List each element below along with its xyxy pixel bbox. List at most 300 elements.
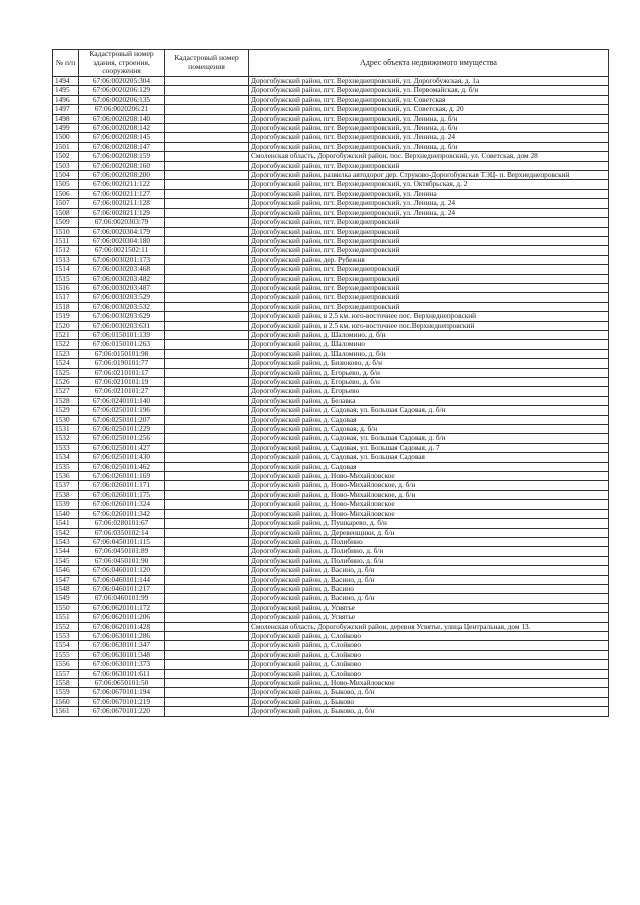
row-number: 1515 <box>53 274 79 283</box>
building-cadastral-number: 67:06:0260101:324 <box>79 500 165 509</box>
property-address: Дорогобужский район, д. Садовая <box>249 415 609 424</box>
row-number: 1535 <box>53 462 79 471</box>
row-number: 1549 <box>53 594 79 603</box>
building-cadastral-number: 67:06:0020208:160 <box>79 161 165 170</box>
property-address: Дорогобужский район, д. Шаломино, д. б/н <box>249 349 609 358</box>
building-cadastral-number: 67:06:0670101:194 <box>79 688 165 697</box>
room-cadastral-number <box>165 462 249 471</box>
row-number: 1531 <box>53 425 79 434</box>
row-number: 1513 <box>53 255 79 264</box>
table-row <box>53 669 609 678</box>
room-cadastral-number <box>165 669 249 678</box>
building-cadastral-number: 67:06:0020206:129 <box>79 86 165 95</box>
table-row <box>53 189 609 198</box>
room-cadastral-number <box>165 547 249 556</box>
room-cadastral-number <box>165 255 249 264</box>
row-number: 1523 <box>53 349 79 358</box>
room-cadastral-number <box>165 312 249 321</box>
table-row <box>53 133 609 142</box>
building-cadastral-number: 67:06:0350102:14 <box>79 528 165 537</box>
table-row <box>53 293 609 302</box>
building-cadastral-number: 67:06:0020208:142 <box>79 124 165 133</box>
room-cadastral-number <box>165 566 249 575</box>
room-cadastral-number <box>165 594 249 603</box>
property-address: Дорогобужский район, д. Ново-Михайловское <box>249 509 609 518</box>
property-register-table <box>52 49 609 717</box>
table-row <box>53 500 609 509</box>
property-address: Дорогобужский район, д. Садовая, ул. Большая Садовая, д. б/н <box>249 406 609 415</box>
table-row <box>53 321 609 330</box>
building-cadastral-number: 67:06:0020211:128 <box>79 199 165 208</box>
table-row <box>53 152 609 161</box>
property-address: Дорогобужский район, д. Усвятье <box>249 603 609 612</box>
property-address: Дорогобужский район, пгт. Верхнеднепровский <box>249 246 609 255</box>
property-address: Дорогобужский район, д. Ново-Михайловское, д. б/н <box>249 490 609 499</box>
building-cadastral-number: 67:06:0250101:430 <box>79 453 165 462</box>
property-address: Дорогобужский район, д. Егорьево <box>249 387 609 396</box>
building-cadastral-number: 67:06:0630101:611 <box>79 669 165 678</box>
row-number: 1495 <box>53 86 79 95</box>
property-address: Дорогобужский район, д. Садовая <box>249 462 609 471</box>
property-address: Дорогобужский район, пгт. Верхнеднепровский <box>249 161 609 170</box>
property-address: Дорогобужский район, развилка автодорог дер. Струково-Дорогобужская ТЭЦ- п. Верхнеднепровский <box>249 171 609 180</box>
table-row <box>53 641 609 650</box>
room-cadastral-number <box>165 274 249 283</box>
property-address: Дорогобужский район, д. Слойково <box>249 669 609 678</box>
row-number: 1536 <box>53 472 79 481</box>
building-cadastral-number: 67:06:0020304:179 <box>79 227 165 236</box>
property-address: Дорогобужский район, д. Ново-Михайловское <box>249 679 609 688</box>
building-cadastral-number: 67:06:0450101:89 <box>79 547 165 556</box>
table-row <box>53 340 609 349</box>
room-cadastral-number <box>165 189 249 198</box>
property-address: Дорогобужский район, д. Ново-Михайловское <box>249 472 609 481</box>
property-address: Дорогобужский район, пгт. Верхнеднепровский, ул. Советская, д. 20 <box>249 105 609 114</box>
table-row <box>53 283 609 292</box>
table-row <box>53 462 609 471</box>
property-address: Дорогобужский район, д. Слойково <box>249 641 609 650</box>
building-cadastral-number: 67:06:0030203:487 <box>79 283 165 292</box>
property-address: Дорогобужский район, пгт. Верхнеднепровский, ул. Ленина, д. 24 <box>249 133 609 142</box>
row-number: 1506 <box>53 189 79 198</box>
room-cadastral-number <box>165 500 249 509</box>
table-row <box>53 697 609 706</box>
row-number: 1505 <box>53 180 79 189</box>
room-cadastral-number <box>165 77 249 86</box>
room-cadastral-number <box>165 434 249 443</box>
building-cadastral-number: 67:06:0280101:67 <box>79 519 165 528</box>
building-cadastral-number: 67:06:0030203:529 <box>79 293 165 302</box>
building-cadastral-number: 67:06:0450101:90 <box>79 556 165 565</box>
property-address: Дорогобужский район, д. Ново-Михайловское, д. б/н <box>249 481 609 490</box>
row-number: 1499 <box>53 124 79 133</box>
property-address: Дорогобужский район, пгт. Верхнеднепровский, ул. Ленина, д. 24 <box>249 208 609 217</box>
table-row <box>53 77 609 86</box>
table-row <box>53 359 609 368</box>
room-cadastral-number <box>165 631 249 640</box>
property-address: Дорогобужский район, д. Слойково <box>249 650 609 659</box>
table-row <box>53 180 609 189</box>
building-cadastral-number: 67:06:0150101:98 <box>79 349 165 358</box>
row-number: 1519 <box>53 312 79 321</box>
property-address: Дорогобужский район, пгт. Верхнеднепровский, ул. Первомайская, д. б/н <box>249 86 609 95</box>
room-cadastral-number <box>165 142 249 151</box>
property-address: Дорогобужский район, д. Шаломино, д. б/н <box>249 330 609 339</box>
row-number: 1556 <box>53 660 79 669</box>
property-address: Дорогобужский район, д. Бизюково, д. б/н <box>249 359 609 368</box>
row-number: 1543 <box>53 537 79 546</box>
room-cadastral-number <box>165 406 249 415</box>
building-cadastral-number: 67:06:0460101:120 <box>79 566 165 575</box>
table-row <box>53 105 609 114</box>
building-cadastral-number: 67:06:0630101:373 <box>79 660 165 669</box>
room-cadastral-number <box>165 697 249 706</box>
building-cadastral-number: 67:06:0030203:532 <box>79 302 165 311</box>
room-cadastral-number <box>165 396 249 405</box>
property-address: Дорогобужский район, д. Слойково <box>249 660 609 669</box>
table-row <box>53 274 609 283</box>
row-number: 1540 <box>53 509 79 518</box>
table-row <box>53 519 609 528</box>
building-cadastral-number: 67:06:0020205:304 <box>79 77 165 86</box>
table-row <box>53 302 609 311</box>
room-cadastral-number <box>165 105 249 114</box>
building-cadastral-number: 67:06:0021502:11 <box>79 246 165 255</box>
row-number: 1560 <box>53 697 79 706</box>
table-row <box>53 171 609 180</box>
table-row <box>53 114 609 123</box>
building-cadastral-number: 67:06:0030203:468 <box>79 265 165 274</box>
table-row <box>53 650 609 659</box>
row-number: 1534 <box>53 453 79 462</box>
room-cadastral-number <box>165 302 249 311</box>
row-number: 1507 <box>53 199 79 208</box>
building-cadastral-number: 67:06:0020208:147 <box>79 142 165 151</box>
building-cadastral-number: 67:06:0210101:17 <box>79 368 165 377</box>
table-row <box>53 584 609 593</box>
row-number: 1546 <box>53 566 79 575</box>
property-address: Дорогобужский район, пгт. Верхнеднепровский, ул. Ленина <box>249 189 609 198</box>
table-row <box>53 490 609 499</box>
table-row <box>53 547 609 556</box>
property-address: Дорогобужский район, д. Полибино, д. б/н <box>249 547 609 556</box>
property-address: Дорогобужский район, д. Садовая, ул. Большая Садовая <box>249 453 609 462</box>
row-number: 1509 <box>53 218 79 227</box>
room-cadastral-number <box>165 208 249 217</box>
row-number: 1518 <box>53 302 79 311</box>
room-cadastral-number <box>165 688 249 697</box>
row-number: 1528 <box>53 396 79 405</box>
header-number: № п/п <box>53 50 79 77</box>
building-cadastral-number: 67:06:0210101:19 <box>79 378 165 387</box>
room-cadastral-number <box>165 330 249 339</box>
room-cadastral-number <box>165 387 249 396</box>
table-row <box>53 594 609 603</box>
room-cadastral-number <box>165 227 249 236</box>
table-row <box>53 95 609 104</box>
document-page <box>52 49 608 717</box>
row-number: 1544 <box>53 547 79 556</box>
building-cadastral-number: 67:06:0030203:482 <box>79 274 165 283</box>
table-row <box>53 660 609 669</box>
building-cadastral-number: 67:06:0630101:348 <box>79 650 165 659</box>
row-number: 1537 <box>53 481 79 490</box>
building-cadastral-number: 67:06:0030203:629 <box>79 312 165 321</box>
row-number: 1496 <box>53 95 79 104</box>
row-number: 1554 <box>53 641 79 650</box>
row-number: 1524 <box>53 359 79 368</box>
room-cadastral-number <box>165 199 249 208</box>
row-number: 1502 <box>53 152 79 161</box>
property-address: Дорогобужский район, д. Быково <box>249 697 609 706</box>
table-row <box>53 631 609 640</box>
row-number: 1553 <box>53 631 79 640</box>
property-address: Дорогобужский район, д. Васино, д. б/н <box>249 575 609 584</box>
property-address: Дорогобужский район, д. Васино, д. б/н <box>249 594 609 603</box>
room-cadastral-number <box>165 415 249 424</box>
table-row <box>53 575 609 584</box>
row-number: 1541 <box>53 519 79 528</box>
room-cadastral-number <box>165 321 249 330</box>
building-cadastral-number: 67:06:0250101:196 <box>79 406 165 415</box>
row-number: 1520 <box>53 321 79 330</box>
table-row <box>53 707 609 716</box>
table-row <box>53 443 609 452</box>
room-cadastral-number <box>165 519 249 528</box>
table-row <box>53 679 609 688</box>
property-address: Дорогобужский район, пгт. Верхнеднепровский, ул. Ленина, д. 24 <box>249 199 609 208</box>
building-cadastral-number: 67:06:0020303:79 <box>79 218 165 227</box>
room-cadastral-number <box>165 236 249 245</box>
room-cadastral-number <box>165 161 249 170</box>
table-row <box>53 425 609 434</box>
room-cadastral-number <box>165 650 249 659</box>
row-number: 1512 <box>53 246 79 255</box>
header-building-cadastral: Кадастровый номер здания, строения, сооружения <box>79 50 165 77</box>
table-header-row <box>53 50 609 77</box>
room-cadastral-number <box>165 114 249 123</box>
property-address: Дорогобужский район, пгт. Верхнеднепровский <box>249 227 609 236</box>
room-cadastral-number <box>165 575 249 584</box>
table-row <box>53 556 609 565</box>
row-number: 1511 <box>53 236 79 245</box>
room-cadastral-number <box>165 443 249 452</box>
building-cadastral-number: 67:06:0450101:115 <box>79 537 165 546</box>
row-number: 1551 <box>53 613 79 622</box>
table-row <box>53 415 609 424</box>
room-cadastral-number <box>165 472 249 481</box>
room-cadastral-number <box>165 349 249 358</box>
building-cadastral-number: 67:06:0460101:217 <box>79 584 165 593</box>
room-cadastral-number <box>165 584 249 593</box>
room-cadastral-number <box>165 641 249 650</box>
table-row <box>53 603 609 612</box>
room-cadastral-number <box>165 425 249 434</box>
row-number: 1558 <box>53 679 79 688</box>
property-address: Дорогобужский район, д. Пушкарево, д. б/н <box>249 519 609 528</box>
building-cadastral-number: 67:06:0240101:140 <box>79 396 165 405</box>
table-row <box>53 688 609 697</box>
building-cadastral-number: 67:06:0630101:286 <box>79 631 165 640</box>
room-cadastral-number <box>165 86 249 95</box>
property-address: Дорогобужский район, д. Васино, д. б/н <box>249 566 609 575</box>
room-cadastral-number <box>165 359 249 368</box>
table-row <box>53 481 609 490</box>
table-row <box>53 218 609 227</box>
room-cadastral-number <box>165 152 249 161</box>
row-number: 1561 <box>53 707 79 716</box>
building-cadastral-number: 67:06:0250101:462 <box>79 462 165 471</box>
table-row <box>53 472 609 481</box>
property-address: Дорогобужский район, д. Васино <box>249 584 609 593</box>
row-number: 1532 <box>53 434 79 443</box>
row-number: 1498 <box>53 114 79 123</box>
property-address: Дорогобужский район, д. Егорьево, д. б/н <box>249 368 609 377</box>
table-row <box>53 613 609 622</box>
table-row <box>53 387 609 396</box>
row-number: 1500 <box>53 133 79 142</box>
property-address: Дорогобужский район, д. Егорьево, д. б/н <box>249 378 609 387</box>
building-cadastral-number: 67:06:0250101:229 <box>79 425 165 434</box>
table-row <box>53 227 609 236</box>
table-row <box>53 368 609 377</box>
room-cadastral-number <box>165 481 249 490</box>
table-row <box>53 255 609 264</box>
table-row <box>53 396 609 405</box>
row-number: 1538 <box>53 490 79 499</box>
building-cadastral-number: 67:06:0260101:342 <box>79 509 165 518</box>
row-number: 1557 <box>53 669 79 678</box>
table-row <box>53 622 609 631</box>
property-address: Дорогобужский район, д. Быково, д. б/н <box>249 707 609 716</box>
room-cadastral-number <box>165 660 249 669</box>
building-cadastral-number: 67:06:0020206:135 <box>79 95 165 104</box>
building-cadastral-number: 67:06:0620101:428 <box>79 622 165 631</box>
building-cadastral-number: 67:06:0020208:140 <box>79 114 165 123</box>
table-row <box>53 378 609 387</box>
table-row <box>53 142 609 151</box>
row-number: 1508 <box>53 208 79 217</box>
row-number: 1552 <box>53 622 79 631</box>
row-number: 1504 <box>53 171 79 180</box>
building-cadastral-number: 67:06:0250101:427 <box>79 443 165 452</box>
property-address: Дорогобужский район, д. Деревенщики, д. б/н <box>249 528 609 537</box>
property-address: Смоленская область, Дорогобужский район, деревня Усвятье, улица Центральная, дом 13. <box>249 622 609 631</box>
row-number: 1521 <box>53 330 79 339</box>
row-number: 1547 <box>53 575 79 584</box>
room-cadastral-number <box>165 218 249 227</box>
table-row <box>53 199 609 208</box>
room-cadastral-number <box>165 124 249 133</box>
row-number: 1526 <box>53 378 79 387</box>
building-cadastral-number: 67:06:0670101:219 <box>79 697 165 706</box>
room-cadastral-number <box>165 490 249 499</box>
building-cadastral-number: 67:06:0460101:144 <box>79 575 165 584</box>
row-number: 1517 <box>53 293 79 302</box>
building-cadastral-number: 67:06:0030203:631 <box>79 321 165 330</box>
building-cadastral-number: 67:06:0650101:50 <box>79 679 165 688</box>
room-cadastral-number <box>165 528 249 537</box>
row-number: 1503 <box>53 161 79 170</box>
building-cadastral-number: 67:06:0670101:220 <box>79 707 165 716</box>
table-body <box>53 77 609 717</box>
room-cadastral-number <box>165 707 249 716</box>
row-number: 1533 <box>53 443 79 452</box>
row-number: 1494 <box>53 77 79 86</box>
table-row <box>53 453 609 462</box>
building-cadastral-number: 67:06:0620101:172 <box>79 603 165 612</box>
property-address: Дорогобужский район, д. Ново-Михайловское <box>249 500 609 509</box>
room-cadastral-number <box>165 603 249 612</box>
table-row <box>53 265 609 274</box>
row-number: 1555 <box>53 650 79 659</box>
row-number: 1550 <box>53 603 79 612</box>
property-address: Дорогобужский район, пгт. Верхнеднепровский, ул. Ленина, д. б/н <box>249 142 609 151</box>
room-cadastral-number <box>165 180 249 189</box>
row-number: 1501 <box>53 142 79 151</box>
property-address: Дорогобужский район, пгт. Верхнеднепровский <box>249 283 609 292</box>
building-cadastral-number: 67:06:0030201:173 <box>79 255 165 264</box>
room-cadastral-number <box>165 679 249 688</box>
property-address: Дорогобужский район, пгт. Верхнеднепровский <box>249 218 609 227</box>
building-cadastral-number: 67:06:0020211:129 <box>79 208 165 217</box>
room-cadastral-number <box>165 453 249 462</box>
building-cadastral-number: 67:06:0210101:27 <box>79 387 165 396</box>
room-cadastral-number <box>165 509 249 518</box>
row-number: 1522 <box>53 340 79 349</box>
building-cadastral-number: 67:06:0260101:175 <box>79 490 165 499</box>
property-address: Дорогобужский район, пгт. Верхнеднепровский <box>249 236 609 245</box>
property-address: Дорогобужский район, д. Садовая, ул. Большая Садовая, д. 7 <box>249 443 609 452</box>
property-address: Дорогобужский район, д. Полибино, д. б/н <box>249 556 609 565</box>
building-cadastral-number: 67:06:0260101:171 <box>79 481 165 490</box>
building-cadastral-number: 67:06:0020208:200 <box>79 171 165 180</box>
row-number: 1516 <box>53 283 79 292</box>
room-cadastral-number <box>165 133 249 142</box>
property-address: Дорогобужский район, пгт. Верхнеднепровский <box>249 274 609 283</box>
property-address: Дорогобужский район, д. Быково, д. б/н <box>249 688 609 697</box>
row-number: 1527 <box>53 387 79 396</box>
table-row <box>53 86 609 95</box>
room-cadastral-number <box>165 171 249 180</box>
room-cadastral-number <box>165 95 249 104</box>
row-number: 1510 <box>53 227 79 236</box>
property-address: Дорогобужский район, пгт. Верхнеднепровский, ул. Октябрьская, д. 2 <box>249 180 609 189</box>
building-cadastral-number: 67:06:0020211:127 <box>79 189 165 198</box>
table-row <box>53 161 609 170</box>
property-address: Дорогобужский район, пгт. Верхнеднепровский <box>249 293 609 302</box>
row-number: 1545 <box>53 556 79 565</box>
table-row <box>53 566 609 575</box>
building-cadastral-number: 67:06:0630101:347 <box>79 641 165 650</box>
building-cadastral-number: 67:06:0020211:122 <box>79 180 165 189</box>
building-cadastral-number: 67:06:0250101:256 <box>79 434 165 443</box>
table-row <box>53 406 609 415</box>
property-address: Дорогобужский район, пгт. Верхнеднепровский, ул. Советская <box>249 95 609 104</box>
building-cadastral-number: 67:06:0260101:169 <box>79 472 165 481</box>
room-cadastral-number <box>165 246 249 255</box>
room-cadastral-number <box>165 622 249 631</box>
property-address: Дорогобужский район, д. Шаломино <box>249 340 609 349</box>
room-cadastral-number <box>165 265 249 274</box>
row-number: 1497 <box>53 105 79 114</box>
property-address: Дорогобужский район, д. Слойково <box>249 631 609 640</box>
building-cadastral-number: 67:06:0020208:145 <box>79 133 165 142</box>
building-cadastral-number: 67:06:0150101:139 <box>79 330 165 339</box>
room-cadastral-number <box>165 283 249 292</box>
room-cadastral-number <box>165 378 249 387</box>
room-cadastral-number <box>165 293 249 302</box>
